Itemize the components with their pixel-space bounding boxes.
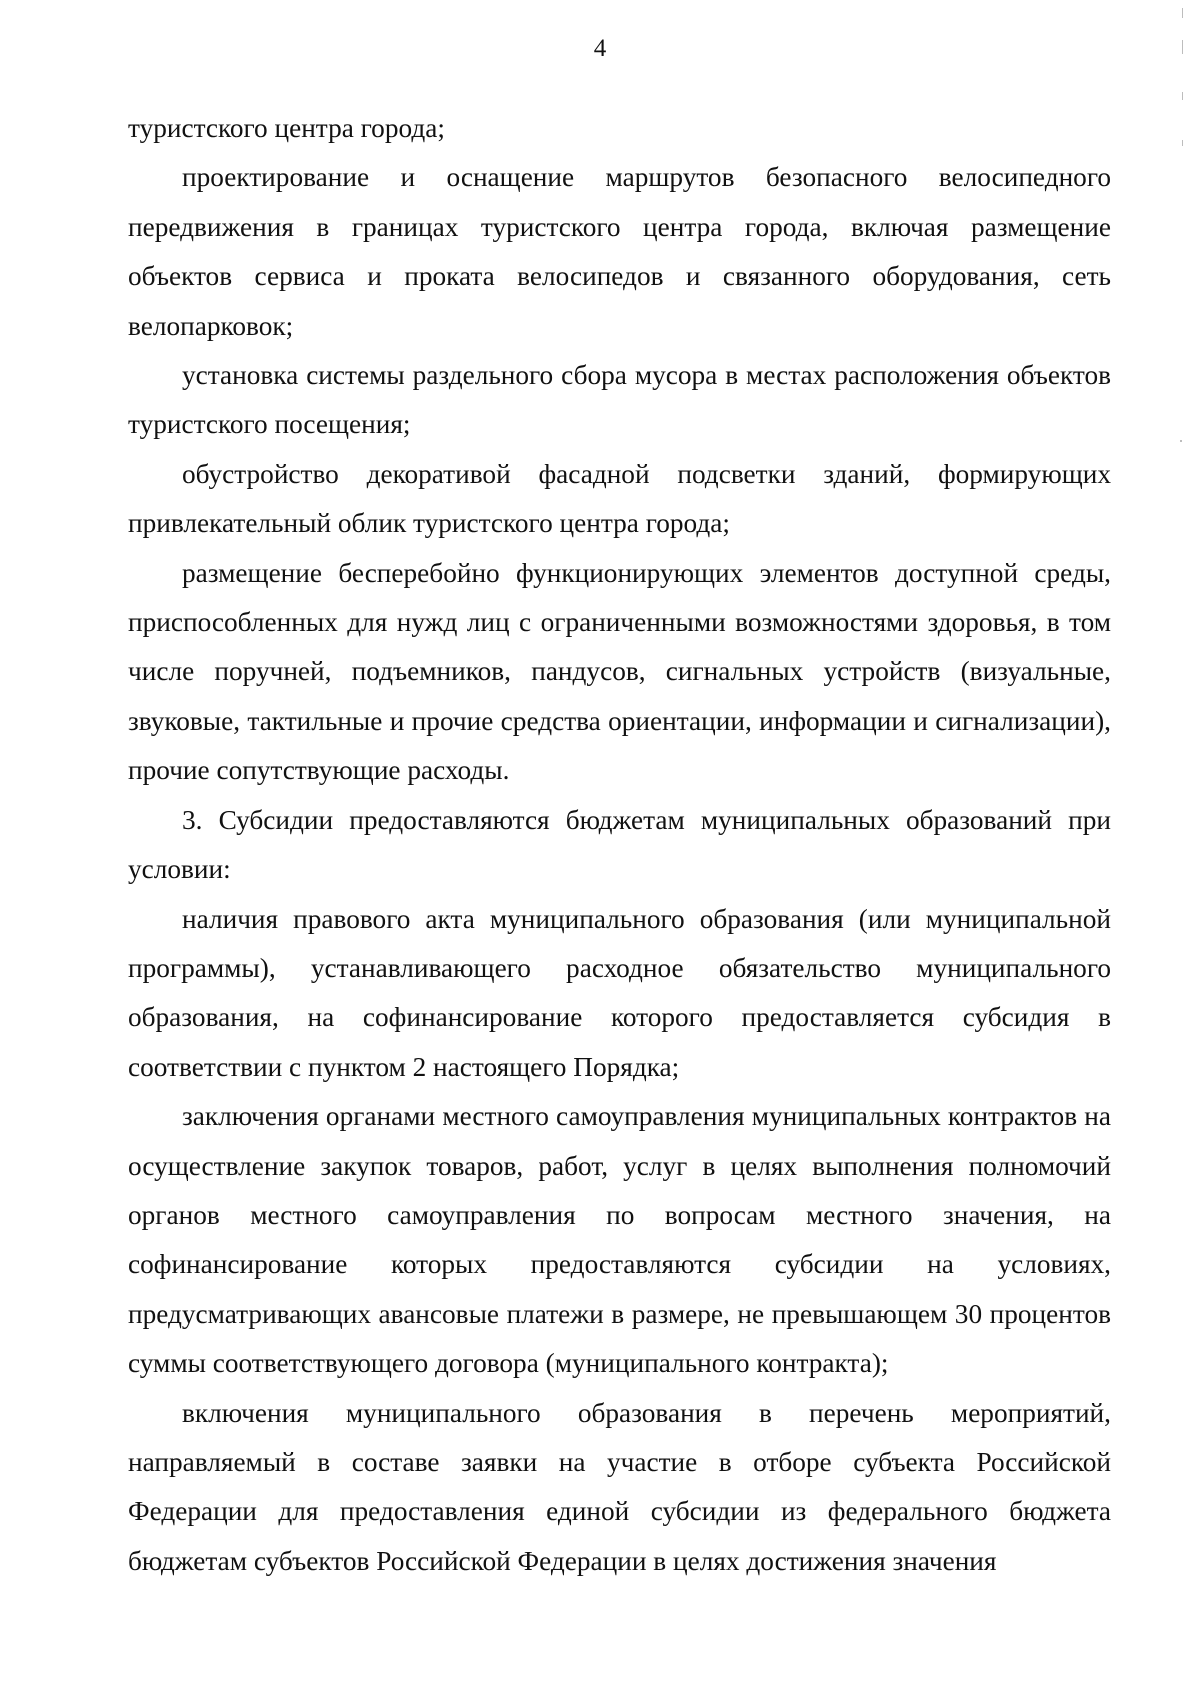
- document-body: [128, 104, 1111, 1586]
- paragraph-facade-lighting: обустройство декоративой фасадной подсветки зданий, формирующих привлекательный облик туристского центра города;: [128, 458, 1111, 539]
- scan-artifact: [1182, 140, 1183, 146]
- page-number: 4: [593, 35, 607, 62]
- scan-artifact: [1182, 8, 1183, 18]
- scan-artifact: [1180, 440, 1182, 442]
- paragraph-contracts: заключения органами местного самоуправления муниципальных контрактов на осуществление закупок товаров, работ, услуг в целях выполнения полномочий органов местного самоуправления по вопросам местного значения, на софинансирование которых предоставляются субсидии на условиях, предусматривающих авансовые платежи в размере, не превышающем 30 процентов суммы соответствующего договора (муниципального контракта);: [128, 1101, 1111, 1379]
- paragraph-accessible-environment: размещение бесперебойно функционирующих элементов доступной среды, приспособленных для нужд лиц с ограниченными возможностями здоровья, в том числе поручней, подъемников, пандусов, сигнальных устройств (визуальные, звуковые, тактильные и прочие средства ориентации, информации и сигнализации), прочие сопутствующие расходы.: [128, 557, 1111, 786]
- paragraph-waste-sorting: установка системы раздельного сбора мусора в местах расположения объектов туристского посещения;: [128, 360, 1111, 440]
- paragraph-legal-act: наличия правового акта муниципального образования (или муниципальной программы), устанавливающего расходное обязательство муниципального образования, на софинансирование которого предоставляется субсидия в соответствии с пунктом 2 настоящего Порядка;: [128, 903, 1111, 1082]
- paragraph-bike-routes: проектирование и оснащение маршрутов безопасного велосипедного передвижения в границах туристского центра города, включая размещение объектов сервиса и проката велосипедов и связанного оборудования, сеть велопарковок;: [128, 162, 1111, 341]
- paragraph-subsidy-conditions: 3. Субсидии предоставляются бюджетам муниципальных образований при условии:: [128, 804, 1111, 885]
- scan-artifact: [1182, 92, 1183, 100]
- paragraph-inclusion: включения муниципального образования в перечень мероприятий, направляемый в составе заявки на участие в отборе субъекта Российской Федерации для предоставления единой субсидии из федерального бюджета бюджетам субъектов Российской Федерации в целях достижения значения: [128, 1397, 1111, 1576]
- scan-artifact: [1182, 40, 1183, 54]
- paragraph-continuation: туристского центра города;: [128, 113, 445, 143]
